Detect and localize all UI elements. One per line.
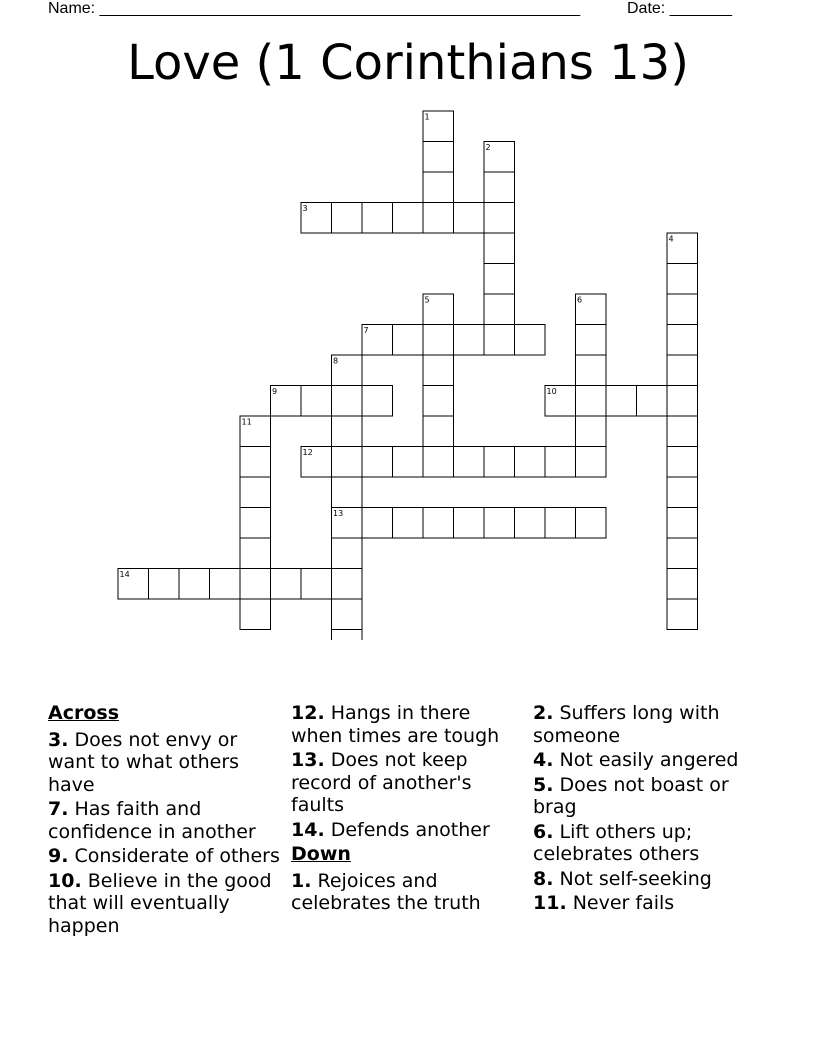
grid-cell[interactable] — [667, 477, 698, 508]
clues-column-1 — [48, 702, 284, 939]
grid-cell[interactable] — [454, 325, 485, 356]
grid-cell[interactable] — [484, 508, 515, 539]
clue-down-11: 11. Never fails — [533, 892, 675, 914]
grid-cell[interactable] — [332, 203, 363, 234]
grid-cell[interactable] — [515, 325, 546, 356]
grid-cell[interactable] — [332, 538, 363, 569]
grid-cell[interactable] — [423, 203, 454, 234]
grid-cell[interactable] — [301, 386, 332, 417]
clue-down-4: 4. Not easily angered — [533, 749, 739, 771]
grid-cell[interactable] — [637, 386, 668, 417]
grid-cell[interactable] — [423, 355, 454, 386]
grid-cell[interactable] — [362, 447, 393, 478]
clue-across-3: 3. Does not envy or want to what others have — [48, 728, 240, 796]
clue-number-3: 3 — [302, 204, 308, 213]
grid-cell[interactable] — [332, 416, 363, 447]
grid-cell[interactable] — [484, 264, 515, 295]
grid-cell[interactable] — [667, 538, 698, 569]
grid-cell[interactable] — [667, 325, 698, 356]
grid-cell[interactable] — [423, 142, 454, 173]
clue-across-10: 10. Believe in the good that will eventually happen — [48, 869, 272, 937]
grid-cell[interactable] — [423, 447, 454, 478]
grid-cell[interactable] — [484, 447, 515, 478]
grid-cell[interactable] — [667, 355, 698, 386]
grid-cell[interactable] — [240, 569, 271, 600]
grid-cell[interactable] — [545, 508, 576, 539]
grid-cell[interactable] — [454, 447, 485, 478]
puzzle-title: Love (1 Corinthians 13) — [127, 35, 689, 91]
grid-cell[interactable] — [423, 325, 454, 356]
grid-cell[interactable] — [332, 386, 363, 417]
grid-cell[interactable] — [484, 325, 515, 356]
grid-cell[interactable] — [576, 386, 607, 417]
clue-number-4: 4 — [668, 234, 674, 244]
grid-cell[interactable] — [667, 508, 698, 539]
clues-column-2 — [291, 702, 527, 917]
grid-cell[interactable] — [332, 447, 363, 478]
grid-cell[interactable] — [301, 569, 332, 600]
clue-number-5: 5 — [424, 295, 430, 305]
grid-cell[interactable] — [484, 294, 515, 325]
grid-cell[interactable] — [667, 416, 698, 447]
grid-cell[interactable] — [454, 508, 485, 539]
clue-down-5: 5. Does not boast or brag — [533, 773, 729, 818]
grid-cell[interactable] — [240, 447, 271, 478]
grid-cell[interactable] — [423, 172, 454, 203]
grid-cell[interactable] — [240, 508, 271, 539]
grid-cell[interactable] — [515, 447, 546, 478]
grid-cell[interactable] — [149, 569, 180, 600]
grid-cell[interactable] — [576, 325, 607, 356]
grid-cell[interactable] — [667, 569, 698, 600]
grid-cell[interactable] — [515, 508, 546, 539]
grid-cell[interactable] — [667, 264, 698, 295]
grid-cell[interactable] — [484, 172, 515, 203]
across-heading: Across — [48, 702, 120, 724]
clue-across-13: 13. Does not keep record of another's faults — [291, 749, 472, 816]
grid-cell[interactable] — [576, 508, 607, 539]
grid-cell[interactable] — [576, 416, 607, 447]
grid-cell[interactable] — [271, 569, 302, 600]
grid-cell[interactable] — [210, 569, 241, 600]
grid-cell[interactable] — [240, 599, 271, 630]
grid-cell[interactable] — [484, 203, 515, 234]
grid-cell[interactable] — [484, 233, 515, 264]
grid-cell[interactable] — [606, 386, 637, 417]
clue-across-12: 12. Hangs in there when times are tough — [291, 702, 500, 747]
grid-cell[interactable] — [332, 630, 363, 641]
name-field-label: Name: ______________________________________________________ — [48, 0, 581, 17]
clue-number-9: 9 — [272, 387, 278, 396]
grid-cell[interactable] — [240, 538, 271, 569]
clue-number-12: 12 — [302, 448, 313, 457]
clue-across-14: 14. Defends another — [291, 818, 490, 841]
grid-cell[interactable] — [393, 325, 424, 356]
clue-across-7: 7. Has faith and confidence in another — [48, 798, 256, 843]
grid-cell[interactable] — [576, 355, 607, 386]
clues-column-3 — [533, 702, 769, 917]
clue-number-8: 8 — [333, 356, 339, 366]
grid-cell[interactable] — [423, 386, 454, 417]
grid-cell[interactable] — [667, 386, 698, 417]
clue-number-6: 6 — [577, 295, 583, 305]
grid-cell[interactable] — [667, 599, 698, 630]
clue-down-1: 1. Rejoices and celebrates the truth — [291, 869, 481, 914]
grid-cell[interactable] — [332, 569, 363, 600]
grid-cell[interactable] — [545, 447, 576, 478]
grid-cell[interactable] — [362, 508, 393, 539]
clue-across-9: 9. Considerate of others — [48, 845, 280, 867]
clue-down-2: 2. Suffers long with someone — [533, 702, 720, 747]
grid-cell[interactable] — [454, 203, 485, 234]
clue-down-6: 6. Lift others up; celebrates others — [533, 820, 700, 865]
date-field-label: Date: _______ — [627, 0, 732, 17]
grid-cell[interactable] — [362, 203, 393, 234]
grid-cell[interactable] — [423, 508, 454, 539]
grid-cell[interactable] — [332, 599, 363, 630]
grid-cell[interactable] — [179, 569, 210, 600]
clue-number-13: 13 — [333, 509, 344, 518]
grid-cell[interactable] — [393, 447, 424, 478]
grid-cell[interactable] — [667, 294, 698, 325]
clue-number-2: 2 — [485, 143, 491, 152]
grid-cell[interactable] — [393, 203, 424, 234]
grid-cell[interactable] — [667, 447, 698, 478]
grid-cell[interactable] — [393, 508, 424, 539]
grid-cell[interactable] — [576, 447, 607, 478]
grid-cell[interactable] — [240, 477, 271, 508]
clue-number-14: 14 — [119, 570, 130, 579]
clue-number-1: 1 — [424, 112, 430, 122]
grid-cell[interactable] — [362, 386, 393, 417]
grid-cell[interactable] — [332, 477, 363, 508]
clue-down-8: 8. Not self-seeking — [533, 867, 712, 890]
grid-cell[interactable] — [423, 416, 454, 447]
clue-number-10: 10 — [546, 387, 557, 396]
clue-number-11: 11 — [241, 417, 252, 427]
clue-number-7: 7 — [363, 326, 369, 335]
down-heading: Down — [291, 843, 351, 865]
